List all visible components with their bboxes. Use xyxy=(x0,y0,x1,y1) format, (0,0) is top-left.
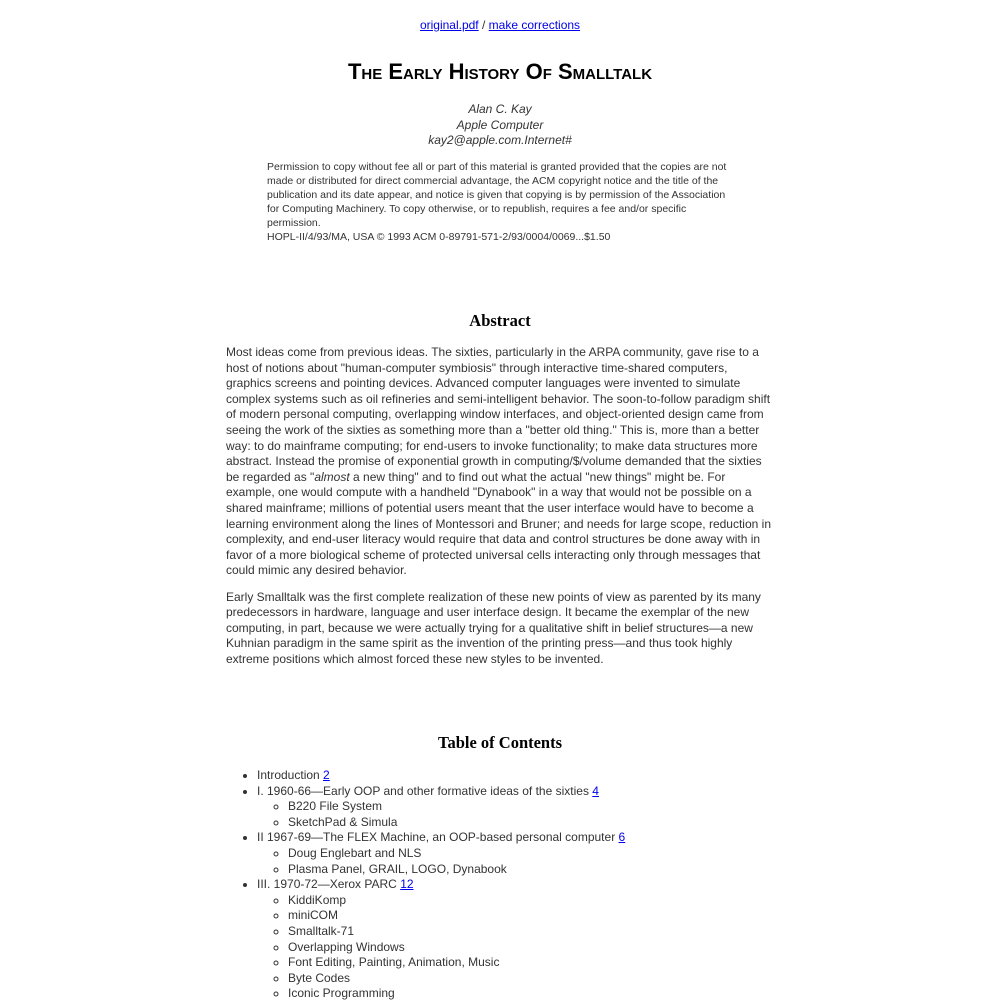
toc-entry xyxy=(257,877,786,1002)
abstract-heading: Abstract xyxy=(469,311,531,330)
toc-page-link[interactable]: 2 xyxy=(323,768,330,782)
toc-entry-label: III. 1970-72—Xerox PARC xyxy=(257,877,401,892)
permission-citation: HOPL-II/4/93/MA, USA © 1993 ACM 0-89791-571-2/93/0004/0069...$1.50 xyxy=(267,231,611,244)
abstract-p1-emphasis: almost xyxy=(314,469,350,484)
top-nav-bar xyxy=(0,17,1000,33)
toc-subentry: ◦ Smalltalk-71 xyxy=(288,924,786,940)
toc-entry-label: Introduction xyxy=(257,768,324,782)
toc-entry-label: II 1967-69—The FLEX Machine, an OOP-based personal computer xyxy=(257,830,619,845)
toc-subentry: ◦ Iconic Programming xyxy=(288,986,786,1002)
toc-sublist xyxy=(257,846,786,877)
toc-subentry: ◦ Font Editing, Painting, Animation, Music xyxy=(288,955,786,971)
toc-page-link[interactable]: 4 xyxy=(592,783,599,798)
toc-subentry: ◦ Doug Englebart and NLS xyxy=(288,846,786,862)
abstract-paragraph-1 xyxy=(226,345,775,579)
page-title: The Early History Of Smalltalk xyxy=(347,59,653,84)
toc-entry xyxy=(257,830,786,877)
toc-subentry: ◦ KiddiKomp xyxy=(288,893,786,909)
toc-page-link[interactable]: 12 xyxy=(400,877,414,892)
toc-subentry: ◦ Byte Codes xyxy=(288,971,786,987)
toc-subentry: ◦ miniCOM xyxy=(288,908,786,924)
toc-entry xyxy=(257,768,786,784)
toc-subentry: ◦ Plasma Panel, GRAIL, LOGO, Dynabook xyxy=(288,862,786,878)
toc-entry xyxy=(257,784,786,831)
author-affiliation: Apple Computer xyxy=(456,117,544,132)
toc-sublist xyxy=(257,893,786,1002)
toc-heading: Table of Contents xyxy=(437,733,563,752)
original-pdf-link[interactable]: original.pdf xyxy=(419,18,479,32)
toc-subentry: ◦ SketchPad & Simula xyxy=(288,815,786,831)
toc-entry-label: I. 1960-66—Early OOP and other formative ideas of the sixties xyxy=(257,783,593,798)
make-corrections-link[interactable]: make corrections xyxy=(488,18,581,32)
nav-separator: / xyxy=(478,18,489,32)
abstract-paragraph-2: Early Smalltalk was the first complete realization of these new points of view as parented by its many predecessors in hardware, language and user interface design. It became the exemplar of the new computing, in part, because we were actually trying for a qualitative shift in belief structures—a new Kuhnian paradigm in the same spirit as the invention of the printing press—and thus took highly extreme positions which almost forced these new styles to be invented. xyxy=(226,589,761,667)
toc-subentry: ◦ Overlapping Windows xyxy=(288,940,786,956)
author-name: Alan C. Kay xyxy=(468,102,532,116)
abstract-p1-text-b: a new thing" and to find out what the actual "new things" might be. For example, one would compute with a handheld "Dynabook" in a way that would not be possible on a shared mainframe; millions of potential users meant that the user interface would have to become a learning environment along the lines of Montessori and Bruner; and needs for large scope, reduction in complexity, and end-user literacy would require that data and control structures be done away with in favor of a more biological scheme of protected universal cells interacting only through messages that could mimic any desired behavior. xyxy=(226,469,771,578)
toc-page-link[interactable]: 6 xyxy=(618,830,626,845)
permission-notice xyxy=(267,160,737,245)
permission-text: Permission to copy without fee all or part of this material is granted provided that the copies are not made or distributed for direct commercial advantage, the ACM copyright notice and the title of the publication and its date appear, and notice is given that copying is by permission of the Association for Computing Machinery. To copy otherwise, or to republish, requires a fee and/or specific permission. xyxy=(267,161,727,230)
abstract-body xyxy=(226,345,775,678)
table-of-contents xyxy=(226,768,786,1002)
toc-list xyxy=(226,768,786,1002)
author-email: kay2@apple.com.Internet# xyxy=(428,133,572,148)
toc-sublist xyxy=(257,799,786,830)
author-block xyxy=(0,102,1000,149)
abstract-p1-text-a: Most ideas come from previous ideas. The sixties, particularly in the ARPA community, gave rise to a host of notions about "human-computer symbiosis" through interactive time-shared computers, graphics screens and pointing devices. Advanced computer languages were invented to simulate complex systems such as oil refineries and semi-intelligent behavior. The soon-to-follow paradigm shift of modern personal computing, overlapping window interfaces, and object-oriented design came from seeing the work of the sixties as something more than a "better old thing." This is, more than a better way: to do mainframe computing; for end-users to invoke functionality; to make data structures more abstract. Instead the promise of exponential growth in computing/$/volume demanded that the sixties be regarded as " xyxy=(226,345,771,484)
toc-subentry: ◦ B220 File System xyxy=(288,799,786,815)
